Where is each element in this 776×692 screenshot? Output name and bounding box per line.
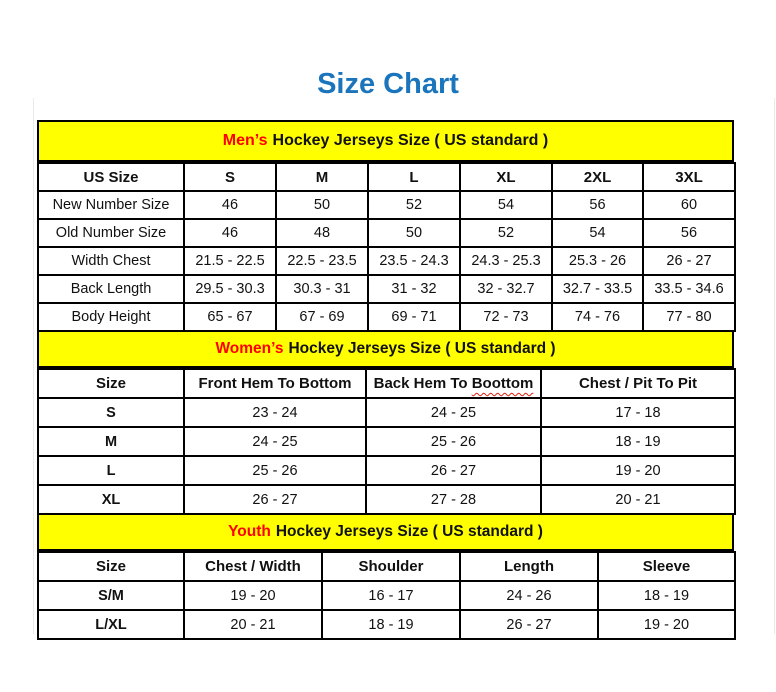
mens-size-table	[37, 162, 736, 332]
mens-cell: 31 - 32	[368, 275, 460, 303]
mens-heading-band	[37, 120, 734, 162]
youth-cell: 20 - 21	[184, 610, 322, 639]
mens-row-body-height	[38, 303, 735, 331]
mens-cell: 32 - 32.7	[460, 275, 552, 303]
page-edge-line-right	[774, 98, 775, 634]
youth-col-header: Chest / Width	[184, 552, 322, 581]
mens-cell: 67 - 69	[276, 303, 368, 331]
womens-cell: 25 - 26	[366, 427, 541, 456]
womens-section	[37, 332, 734, 515]
mens-cell: 60	[643, 191, 735, 219]
womens-col-header: Front Hem To Bottom	[184, 369, 366, 398]
mens-col-header: L	[368, 163, 460, 191]
mens-row-label: Body Height	[38, 303, 184, 331]
youth-col-header: Shoulder	[322, 552, 460, 581]
mens-header-row	[38, 163, 735, 191]
mens-cell: 54	[460, 191, 552, 219]
womens-row-l	[38, 456, 735, 485]
womens-cell: 17 - 18	[541, 398, 735, 427]
womens-heading-highlight: Women’s	[215, 340, 284, 357]
womens-row-label: M	[38, 427, 184, 456]
mens-col-header: 2XL	[552, 163, 643, 191]
youth-row-s-m	[38, 581, 735, 610]
youth-col-header: Size	[38, 552, 184, 581]
womens-size-table	[37, 368, 736, 515]
youth-cell: 19 - 20	[184, 581, 322, 610]
womens-row-m	[38, 427, 735, 456]
mens-col-header: US Size	[38, 163, 184, 191]
womens-cell: 26 - 27	[366, 456, 541, 485]
womens-row-s	[38, 398, 735, 427]
youth-cell: 26 - 27	[460, 610, 598, 639]
youth-section	[37, 515, 734, 640]
mens-section	[37, 120, 734, 332]
youth-cell: 19 - 20	[598, 610, 735, 639]
mens-cell: 56	[643, 219, 735, 247]
mens-cell: 50	[276, 191, 368, 219]
mens-row-width-chest	[38, 247, 735, 275]
youth-row-label: S/M	[38, 581, 184, 610]
youth-col-header: Sleeve	[598, 552, 735, 581]
mens-cell: 69 - 71	[368, 303, 460, 331]
mens-col-header: XL	[460, 163, 552, 191]
mens-cell: 25.3 - 26	[552, 247, 643, 275]
youth-header-row	[38, 552, 735, 581]
mens-cell: 56	[552, 191, 643, 219]
womens-cell: 24 - 25	[184, 427, 366, 456]
womens-cell: 20 - 21	[541, 485, 735, 514]
womens-row-label: XL	[38, 485, 184, 514]
mens-cell: 54	[552, 219, 643, 247]
youth-row-l-xl	[38, 610, 735, 639]
youth-cell: 18 - 19	[598, 581, 735, 610]
mens-col-header: S	[184, 163, 276, 191]
womens-row-label: L	[38, 456, 184, 485]
mens-cell: 33.5 - 34.6	[643, 275, 735, 303]
youth-size-table	[37, 551, 736, 640]
mens-cell: 24.3 - 25.3	[460, 247, 552, 275]
page-title: Size Chart	[317, 68, 459, 100]
womens-heading-text: Hockey Jerseys Size ( US standard )	[288, 340, 556, 357]
mens-cell: 21.5 - 22.5	[184, 247, 276, 275]
womens-cell: 19 - 20	[541, 456, 735, 485]
youth-heading-band	[37, 515, 734, 551]
mens-cell: 32.7 - 33.5	[552, 275, 643, 303]
mens-cell: 30.3 - 31	[276, 275, 368, 303]
misspelled-word: Boottom	[471, 375, 534, 392]
page-edge-line-left	[33, 98, 34, 634]
womens-cell: 25 - 26	[184, 456, 366, 485]
womens-col-header: Back Hem To Boottom	[366, 369, 541, 398]
womens-cell: 18 - 19	[541, 427, 735, 456]
mens-heading-text: Hockey Jerseys Size ( US standard )	[272, 132, 549, 149]
mens-row-label: Back Length	[38, 275, 184, 303]
mens-cell: 52	[460, 219, 552, 247]
mens-row-new-number-size	[38, 191, 735, 219]
youth-col-header: Length	[460, 552, 598, 581]
mens-cell: 26 - 27	[643, 247, 735, 275]
mens-cell: 50	[368, 219, 460, 247]
mens-cell: 48	[276, 219, 368, 247]
mens-row-label: Old Number Size	[38, 219, 184, 247]
youth-cell: 16 - 17	[322, 581, 460, 610]
mens-cell: 29.5 - 30.3	[184, 275, 276, 303]
size-chart-tables	[37, 120, 734, 640]
womens-cell: 27 - 28	[366, 485, 541, 514]
mens-col-header: M	[276, 163, 368, 191]
youth-cell: 24 - 26	[460, 581, 598, 610]
mens-cell: 22.5 - 23.5	[276, 247, 368, 275]
womens-header-row	[38, 369, 735, 398]
womens-col-header: Chest / Pit To Pit	[541, 369, 735, 398]
womens-row-label: S	[38, 398, 184, 427]
mens-cell: 46	[184, 191, 276, 219]
youth-heading-text: Hockey Jerseys Size ( US standard )	[275, 523, 543, 540]
mens-cell: 65 - 67	[184, 303, 276, 331]
mens-cell: 72 - 73	[460, 303, 552, 331]
mens-row-label: Width Chest	[38, 247, 184, 275]
womens-heading-band	[37, 332, 734, 368]
youth-cell: 18 - 19	[322, 610, 460, 639]
youth-row-label: L/XL	[38, 610, 184, 639]
mens-col-header: 3XL	[643, 163, 735, 191]
womens-col-header: Size	[38, 369, 184, 398]
womens-cell: 23 - 24	[184, 398, 366, 427]
womens-row-xl	[38, 485, 735, 514]
mens-cell: 77 - 80	[643, 303, 735, 331]
womens-cell: 26 - 27	[184, 485, 366, 514]
mens-cell: 46	[184, 219, 276, 247]
mens-row-label: New Number Size	[38, 191, 184, 219]
mens-cell: 74 - 76	[552, 303, 643, 331]
mens-heading-highlight: Men’s	[222, 132, 268, 149]
womens-cell: 24 - 25	[366, 398, 541, 427]
mens-cell: 23.5 - 24.3	[368, 247, 460, 275]
mens-cell: 52	[368, 191, 460, 219]
mens-row-back-length	[38, 275, 735, 303]
mens-row-old-number-size	[38, 219, 735, 247]
youth-heading-highlight: Youth	[228, 523, 271, 540]
